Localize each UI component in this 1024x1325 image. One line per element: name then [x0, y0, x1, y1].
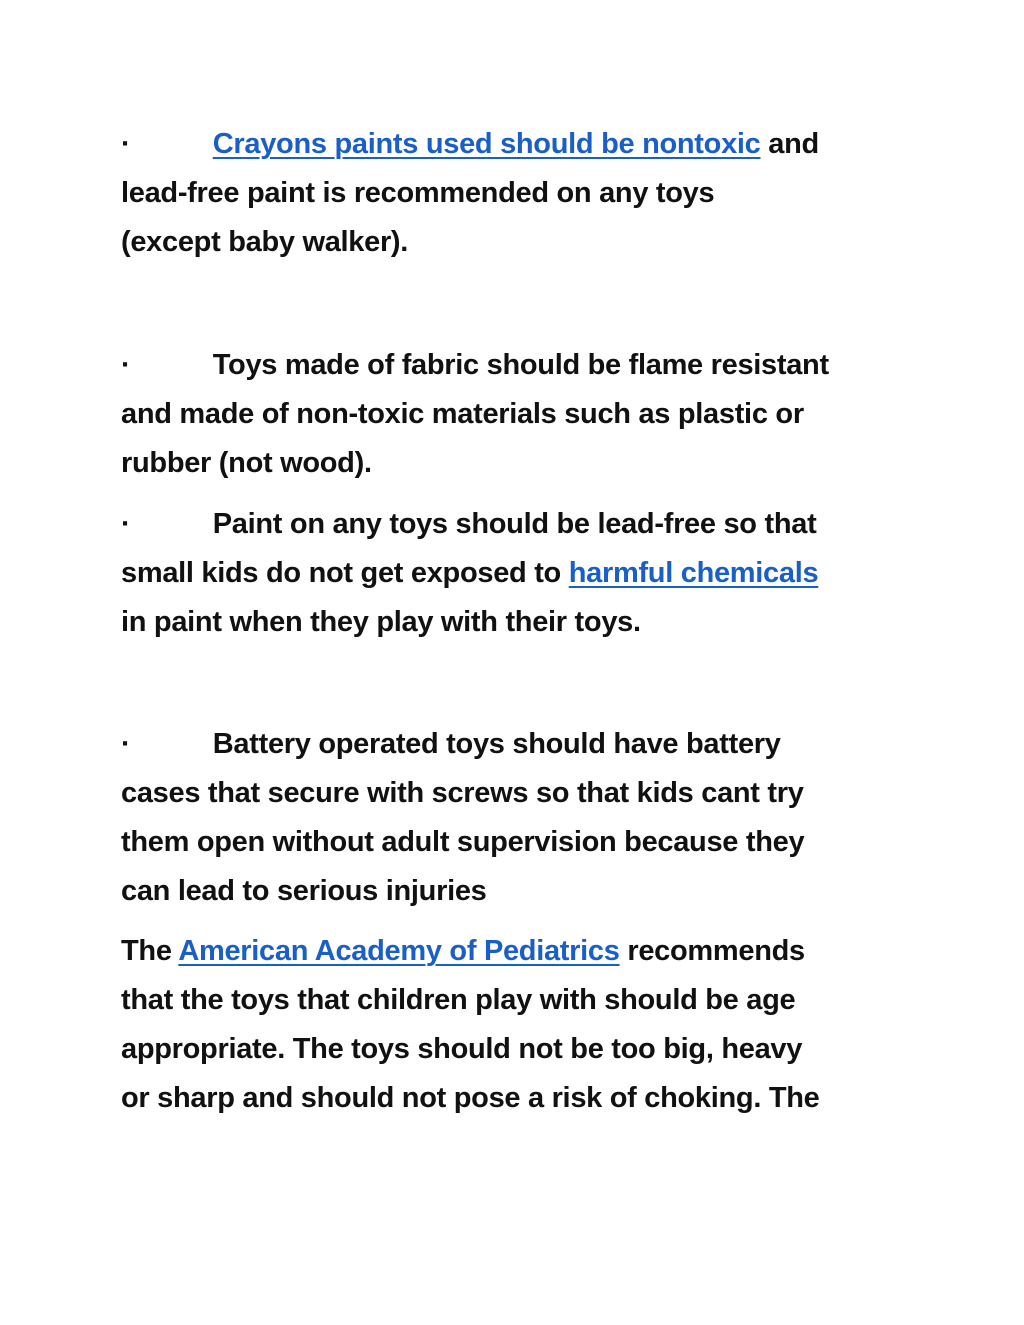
item-text: appropriate. The toys should not be too big, heavy: [121, 1033, 803, 1065]
item-text: Toys made of fabric should be flame resistant: [212, 349, 829, 381]
item-text: Paint on any toys should be lead-free so that: [212, 508, 817, 540]
item-text: and: [760, 128, 819, 160]
item-text: them open without adult supervision because they: [121, 826, 805, 858]
bullet-item-fabric: [121, 341, 911, 488]
bullet-item-battery: [121, 720, 911, 916]
harmful-chemicals-link[interactable]: harmful chemicals: [568, 557, 819, 589]
item-text: (except baby walker).: [121, 226, 409, 258]
item-text: that the toys that children play with should be age: [121, 984, 796, 1016]
item-text: recommends: [619, 935, 805, 967]
item-text: and made of non-toxic materials such as plastic or: [121, 398, 804, 430]
bullet-marker: ·: [121, 128, 131, 160]
item-text: cases that secure with screws so that kids cant try: [121, 777, 804, 809]
item-text: can lead to serious injuries: [121, 875, 487, 907]
item-text: The: [121, 935, 179, 967]
bullet-item-crayons: [121, 120, 911, 267]
bullet-marker: ·: [121, 508, 131, 540]
item-text: or sharp and should not pose a risk of choking. The: [121, 1082, 820, 1114]
item-text: small kids do not get exposed to: [121, 557, 569, 589]
bullet-marker: ·: [121, 349, 131, 381]
item-text: rubber (not wood).: [121, 447, 372, 479]
closing-paragraph: [121, 927, 911, 1123]
item-text: lead-free paint is recommended on any toys: [121, 177, 715, 209]
bullet-item-paint: [121, 500, 911, 647]
aap-link[interactable]: American Academy of Pediatrics: [178, 935, 620, 967]
bullet-marker: ·: [121, 728, 131, 760]
item-text: in paint when they play with their toys.: [121, 606, 641, 638]
item-text: Battery operated toys should have battery: [212, 728, 781, 760]
crayons-nontoxic-link[interactable]: Crayons paints used should be nontoxic: [212, 128, 761, 160]
